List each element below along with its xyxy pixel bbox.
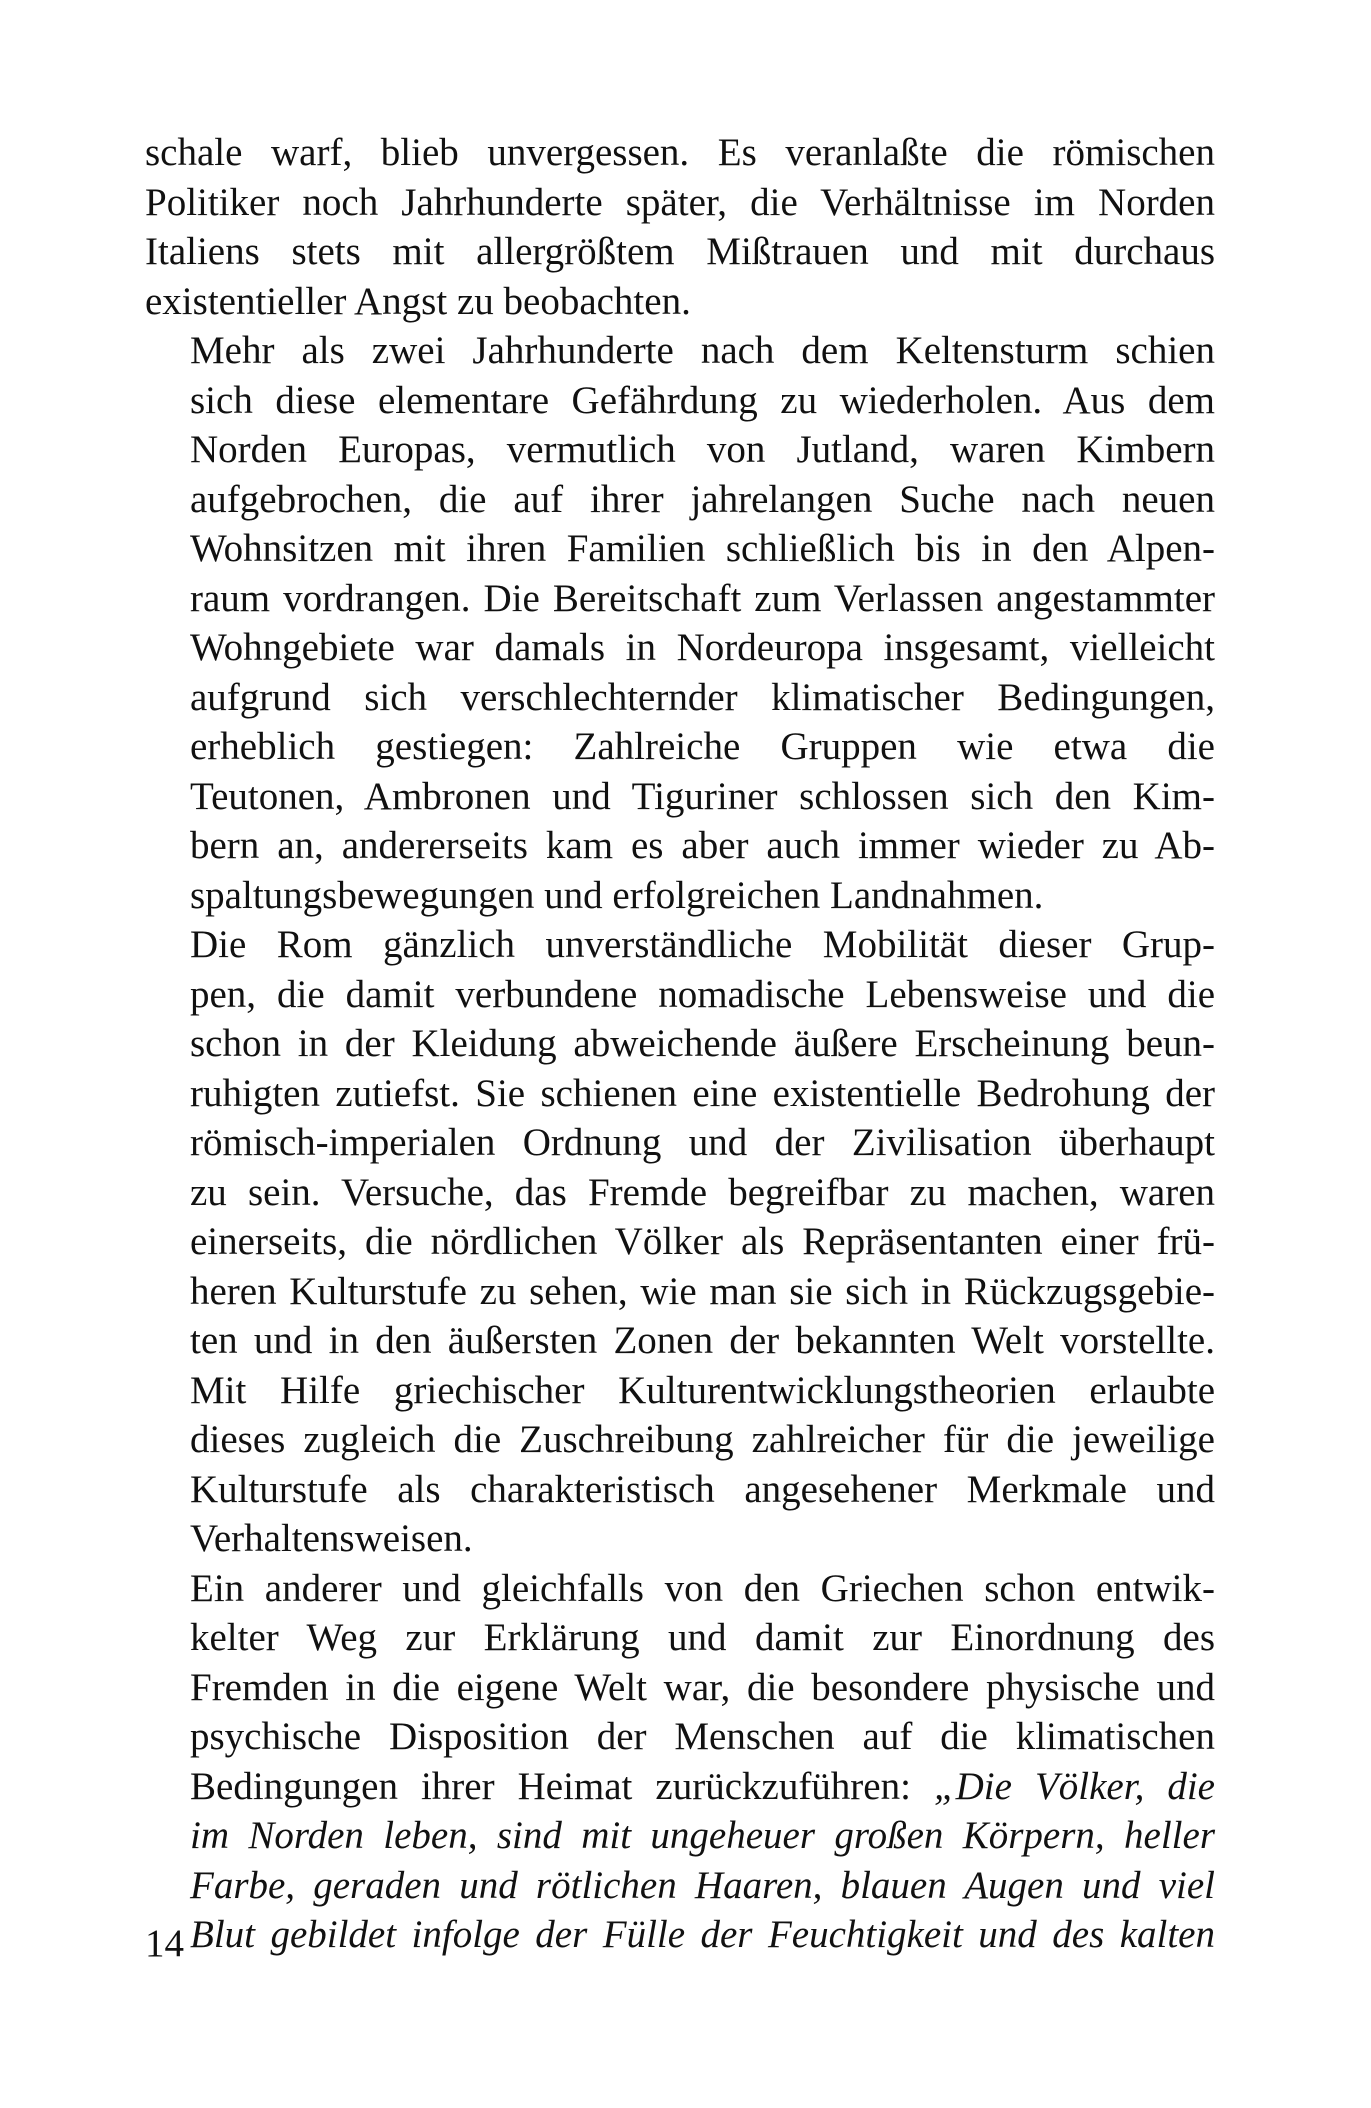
text-line: Die Rom gänzlich unverständliche Mobilität dieser Grup- — [190, 923, 1215, 966]
text-line: schale warf, blieb unvergessen. Es veranlaßte die römischen — [145, 131, 1215, 174]
quote-line: Blut gebildet infolge der Fülle der Feuchtigkeit und des kalten — [190, 1913, 1215, 1956]
text-line: Italiens stets mit allergrößtem Mißtrauen und mit durchaus — [145, 230, 1215, 273]
text-line: Ein anderer und gleichfalls von den Griechen schon entwik- — [190, 1566, 1215, 1610]
paragraph-4 — [145, 1564, 1215, 1960]
text-line: heren Kulturstufe zu sehen, wie man sie sich in Rückzugsgebie- — [190, 1269, 1215, 1313]
text-line: Kulturstufe als charakteristisch angesehener Merkmale und — [190, 1467, 1215, 1511]
text-line: Teutonen, Ambronen und Tiguriner schlossen sich den Kim- — [190, 774, 1215, 818]
quote-start: „Die Völker, die — [933, 1764, 1215, 1808]
quote-line: im Norden leben, sind mit ungeheuer großen Körpern, heller — [190, 1814, 1215, 1857]
text-line: schon in der Kleidung abweichende äußere Erscheinung beun- — [190, 1022, 1215, 1065]
text-line: ten und in den äußersten Zonen der bekannten Welt vorstellte. — [190, 1319, 1215, 1362]
text-line: psychische Disposition der Menschen auf die klimatischen — [190, 1715, 1215, 1758]
text-line: ruhigten zutiefst. Sie schienen eine existentielle Bedrohung der — [190, 1071, 1215, 1115]
text-line: Politiker noch Jahrhunderte später, die Verhältnisse im Norden — [145, 180, 1215, 224]
text-line: existentieller Angst zu beobachten. — [145, 279, 691, 323]
page-number: 14 — [145, 1922, 184, 1965]
text-line: zu sein. Versuche, das Fremde begreifbar zu machen, waren — [190, 1170, 1215, 1214]
text-line-mixed — [145, 1762, 1215, 1812]
text-line: spaltungsbewegungen und erfolgreichen Landnahmen. — [190, 873, 1044, 917]
text-line: bern an, andererseits kam es aber auch immer wieder zu Ab- — [190, 824, 1215, 867]
paragraph-3 — [145, 920, 1215, 1564]
text-line: kelter Weg zur Erklärung und damit zur Einordnung des — [190, 1616, 1215, 1659]
text-line: sich diese elementare Gefährdung zu wiederholen. Aus dem — [190, 378, 1215, 422]
text-line: aufgrund sich verschlechternder klimatischer Bedingungen, — [190, 675, 1215, 719]
text-line: Wohngebiete war damals in Nordeuropa insgesamt, vielleicht — [190, 626, 1215, 669]
text-line: Wohnsitzen mit ihren Familien schließlich bis in den Alpen- — [190, 527, 1215, 570]
page-body — [145, 128, 1215, 1960]
text-line: einerseits, die nördlichen Völker als Repräsentanten einer frü- — [190, 1220, 1215, 1263]
paragraph-2 — [145, 326, 1215, 920]
roman-run: Bedingungen ihrer Heimat zurückzuführen: — [190, 1764, 934, 1808]
text-line: römisch-imperialen Ordnung und der Zivilisation überhaupt — [190, 1121, 1215, 1164]
text-line: raum vordrangen. Die Bereitschaft zum Verlassen angestammter — [190, 576, 1215, 620]
text-line: pen, die damit verbundene nomadische Lebensweise und die — [190, 972, 1215, 1016]
text-line: Norden Europas, vermutlich von Jutland, waren Kimbern — [190, 428, 1215, 471]
quote-line: Farbe, geraden und rötlichen Haaren, blauen Augen und viel — [190, 1863, 1215, 1907]
paragraph-1 — [145, 128, 1215, 326]
text-line: Verhaltensweisen. — [190, 1517, 473, 1560]
text-line: erheblich gestiegen: Zahlreiche Gruppen wie etwa die — [190, 725, 1215, 768]
text-line: Mit Hilfe griechischer Kulturentwicklungstheorien erlaubte — [190, 1368, 1215, 1412]
text-line: dieses zugleich die Zuschreibung zahlreicher für die jeweilige — [190, 1418, 1215, 1461]
text-line: Mehr als zwei Jahrhunderte nach dem Keltensturm schien — [190, 329, 1215, 372]
text-line: Fremden in die eigene Welt war, die besondere physische und — [190, 1665, 1215, 1709]
text-line: aufgebrochen, die auf ihrer jahrelangen Suche nach neuen — [190, 477, 1215, 521]
